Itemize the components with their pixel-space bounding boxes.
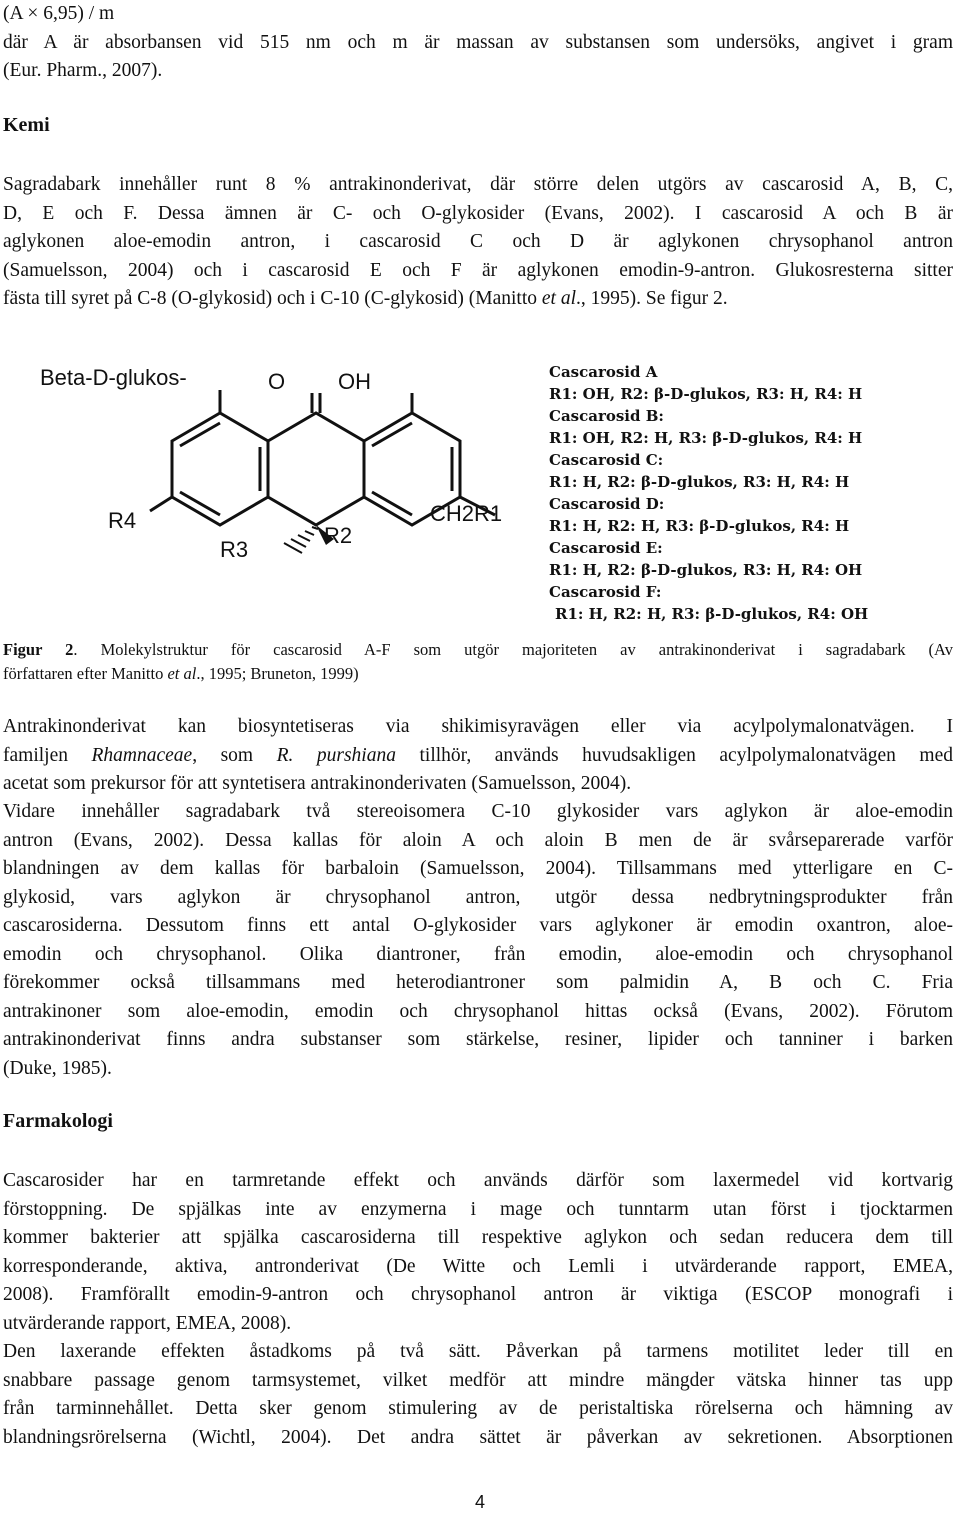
cascarosid-legend [549, 363, 868, 623]
label-hydroxyl: OH [338, 369, 371, 394]
heading-kemi: Kemi [3, 114, 50, 136]
label-r2: R2 [324, 523, 353, 548]
label-r3: R3 [220, 537, 249, 562]
label-glucose: Beta-D-glukos- [40, 365, 187, 390]
text-line: Cascarosider har en tarmretande effekt och används därför som laxermedel vid kortvarig [3, 1170, 953, 1191]
text-line: cascarosiderna. Dessutom finns ett antal O-glykosider vars aglykoner är emodin oxantron, aloe- [3, 915, 953, 936]
molecular-structure [40, 365, 502, 562]
farmakologi-paragraph-2 [3, 1338, 953, 1452]
text-line: snabbare passage genom tarmsystemet, vilket medför att mindre mängder vätska hinner tas upp [3, 1369, 953, 1391]
caption-line [3, 662, 953, 686]
left-ring [172, 413, 268, 525]
text-line: Antrakinonderivat kan biosyntetiseras via shikimisyravägen eller via acylpolymalonatvägen. I [3, 716, 953, 737]
text-line: blandningen av dem kallas för barbaloin (Samuelsson, 2004). Tillsammans med ytterligare en C- [3, 858, 953, 879]
caption-label: Figur 2 [3, 640, 74, 659]
legend-name: Cascarosid D: [549, 495, 665, 513]
legend-substituents: R1: H, R2: H, R3: β-D-glukos, R4: H [549, 517, 850, 535]
text-line: kommer bakterier att spjälka cascarosiderna till respektive aglykon och sedan reducera dem till [3, 1227, 953, 1248]
text-line: förekommer också tillsammans med heterodiantroner som palmidin A, B och C. Fria [3, 972, 953, 993]
label-ch2r1: CH2R1 [430, 501, 503, 526]
text-line: utvärderande rapport, EMEA, 2008). [3, 1312, 292, 1334]
text-run: . Molekylstruktur för cascarosid A-F som utgör majoriteten av antrakinonderivat i sagradabark (Av [73, 640, 953, 659]
text-line: blandningsrörelserna (Wichtl, 2004). Det andra sättet är påverkan av sekretionen. Absorptionen [3, 1426, 953, 1448]
text-line [3, 285, 953, 314]
text-line: aglykonen aloe-emodin antron, i cascarosid C och D är aglykonen chrysophanol antron [3, 231, 953, 252]
figure-caption [3, 638, 953, 686]
text-run: ., 1995; Bruneton, 1999) [196, 664, 359, 683]
label-r4: R4 [108, 508, 137, 533]
text-line: Sagradabark innehåller runt 8 % antrakinonderivat, där större delen utgörs av cascarosid A, B, C, [3, 174, 953, 195]
italic-run: R. purshiana [276, 744, 396, 766]
text-line: (Samuelsson, 2004) och i cascarosid E och F är aglykonen emodin-9-antron. Glukosresterna sitter [3, 259, 953, 281]
text-run: författaren efter Manitto [3, 664, 168, 683]
text-line: antrakinonderivat finns andra substanser som stärkelse, resiner, lipider och tanniner i barken [3, 1029, 953, 1050]
legend-name: Cascarosid C: [549, 451, 664, 469]
kemi-paragraph [3, 171, 953, 314]
text-line: antrakinoner som aloe-emodin, emodin och chrysophanol hittas också (Evans, 2002). Förutom [3, 1000, 953, 1022]
legend-name: Cascarosid B: [549, 407, 664, 425]
legend-substituents: R1: H, R2: β-D-glukos, R3: H, R4: H [549, 473, 850, 491]
legend-name: Cascarosid E: [549, 539, 663, 557]
legend-name: Cascarosid A [549, 363, 658, 381]
label-oxygen: O [268, 369, 286, 394]
legend-substituents: R1: OH, R2: H, R3: β-D-glukos, R4: H [549, 429, 863, 447]
italic-run: et al [167, 664, 197, 683]
text-run: tillhör, används huvudsakligen acylpolymalonatvägen med [395, 744, 953, 766]
text-line: från tarminnehållet. Detta sker genom stimulering av de peristaltiska rörelserna och hämning av [3, 1398, 953, 1419]
middle-ring [268, 413, 364, 525]
intro-paragraph [3, 0, 953, 86]
text-line: D, E och F. Dessa ämnen är C- och O-glykosider (Evans, 2002). I cascarosid A och B är [3, 202, 953, 224]
text-line: antron (Evans, 2002). Dessa kallas för aloin A och aloin B men de är svårseparerade varför [3, 829, 953, 851]
legend-substituents: R1: H, R2: β-D-glukos, R3: H, R4: OH [549, 561, 863, 579]
text-run: fästa till syret på C-8 (O-glykosid) och i C-10 (C-glykosid) (Manitto [3, 288, 542, 309]
italic-run: Rhamnaceae [91, 744, 193, 766]
text-run: familjen [3, 744, 92, 766]
text-line: korresponderande, aktiva, antronderivat (De Witte och Lemli i utvärderande rapport, EMEA, [3, 1255, 953, 1277]
text-line: Vidare innehåller sagradabark två stereoisomera C-10 glykosider vars aglykon är aloe-emodin [3, 801, 953, 822]
legend-name: Cascarosid F: [549, 583, 662, 601]
caption-line [3, 638, 953, 662]
page-number: 4 [474, 1492, 485, 1512]
constituents-paragraph [3, 798, 953, 1083]
text-line [3, 742, 953, 771]
text-line: 2008). Framförallt emodin-9-antron och chrysophanol antron är viktiga (ESCOP monografi i [3, 1284, 953, 1305]
legend-substituents: R1: OH, R2: β-D-glukos, R3: H, R4: H [549, 385, 863, 403]
heading-farmakologi: Farmakologi [3, 1110, 113, 1132]
text-line: förstoppning. De spjälkas inte av enzymerna i mage och tunntarm utan först i tjocktarmen [3, 1198, 953, 1220]
text-line: Den laxerande effekten åstadkoms på två sätt. Påverkan på tarmens motilitet leder till en [3, 1341, 953, 1362]
text-line: glykosid, vars aglykon är chrysophanol antron, utgör dessa nedbrytningsprodukter från [3, 886, 953, 908]
farmakologi-paragraph-1 [3, 1167, 953, 1338]
text-run: , som [192, 744, 277, 766]
text-line: acetat som prekursor för att syntetisera antrakinonderivaten (Samuelsson, 2004). [3, 773, 632, 794]
italic-run: et al [541, 288, 577, 309]
text-line: (Duke, 1985). [3, 1057, 112, 1079]
text-line: där A är absorbansen vid 515 nm och m är massan av substansen som undersöks, angivet i gram [3, 31, 953, 53]
biosynthesis-paragraph [3, 713, 953, 799]
text-run: ., 1995). Se figur 2. [576, 288, 728, 309]
formula-line: (A × 6,95) / m [3, 3, 115, 24]
text-line: emodin och chrysophanol. Olika diantroner, från emodin, aloe-emodin och chrysophanol [3, 943, 953, 965]
legend-substituents: R1: H, R2: H, R3: β-D-glukos, R4: OH [555, 605, 869, 623]
text-line: (Eur. Pharm., 2007). [3, 60, 163, 81]
figure-2 [0, 345, 960, 630]
